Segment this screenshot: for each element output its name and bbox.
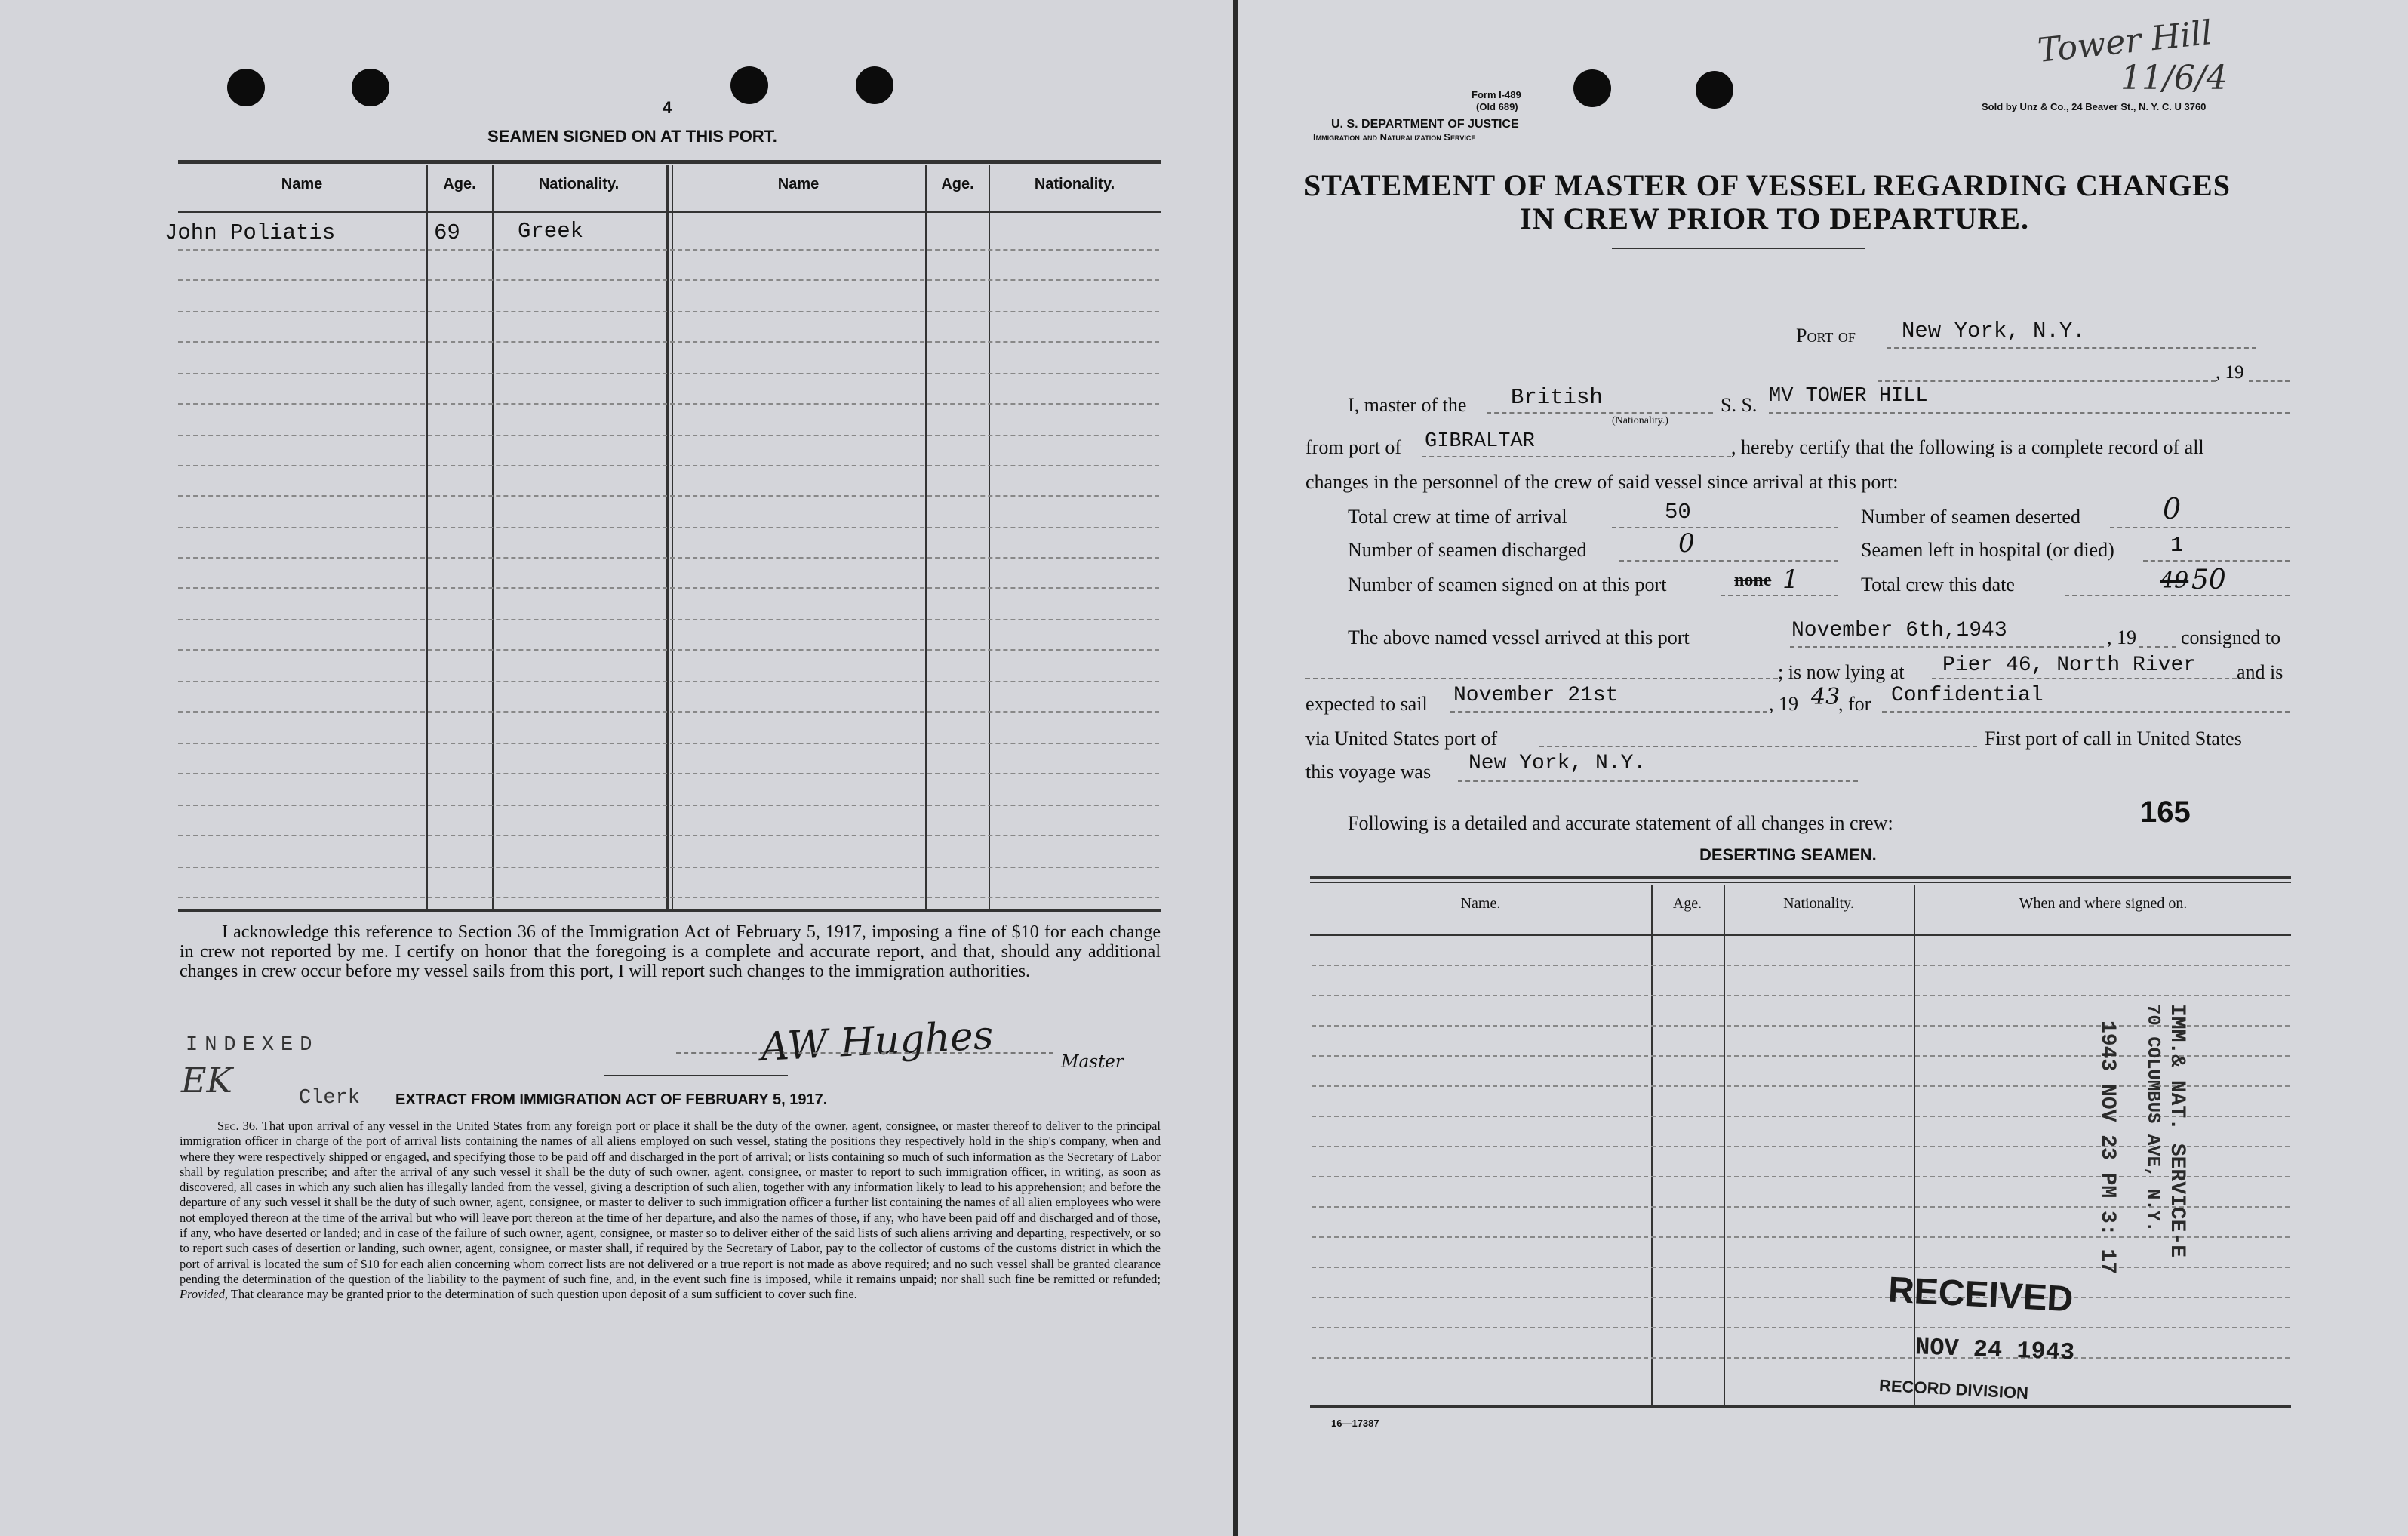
service-stamp-line1: IMM.& NAT. SERVICE-E bbox=[2165, 1004, 2188, 1258]
col-divider-double bbox=[672, 165, 673, 909]
clerk-label: Clerk bbox=[299, 1087, 361, 1110]
stat-line bbox=[1619, 560, 1838, 562]
via-line bbox=[1539, 746, 1977, 747]
page-number: 4 bbox=[663, 98, 672, 117]
service-stamp-date: 1943 NOV 23 PM 3: 17 bbox=[2096, 1020, 2119, 1275]
arrived-value: November 6th,1943 bbox=[1791, 619, 2007, 642]
for-label: , for bbox=[1838, 693, 1871, 715]
received-date: NOV 24 1943 bbox=[1914, 1333, 2075, 1367]
column-header: Name. bbox=[1460, 895, 1501, 912]
following-text: Following is a detailed and accurate statement of all changes in crew: bbox=[1348, 812, 1893, 834]
col-divider bbox=[925, 165, 927, 909]
row-nationality: Greek bbox=[518, 219, 584, 244]
port-line bbox=[1887, 347, 2256, 349]
nationality-value: British bbox=[1511, 385, 1603, 410]
for-value: Confidential bbox=[1891, 684, 2044, 707]
row-name: John Poliatis bbox=[165, 220, 336, 245]
clerk-initials: EK bbox=[181, 1060, 232, 1100]
port-value: New York, N.Y. bbox=[1902, 319, 2086, 343]
ss-label: S. S. bbox=[1721, 394, 1758, 416]
table-bottom-border bbox=[178, 909, 1161, 912]
from-port-label: from port of bbox=[1305, 436, 1402, 458]
col-divider-double bbox=[666, 165, 669, 909]
deserting-header-rule bbox=[1310, 934, 2291, 936]
table-top-border bbox=[178, 160, 1161, 164]
punch-hole bbox=[1573, 69, 1611, 107]
section-title: SEAMEN SIGNED ON AT THIS PORT. bbox=[487, 127, 777, 146]
and-is: and is bbox=[2237, 661, 2283, 683]
service: Immigration and Naturalization Service bbox=[1313, 131, 1476, 143]
arrived-19: , 19 bbox=[2107, 626, 2136, 648]
arrived-label: The above named vessel arrived at this port bbox=[1348, 626, 1690, 648]
col-divider bbox=[989, 165, 990, 909]
date-line bbox=[1878, 380, 2216, 382]
column-header: Nationality. bbox=[1783, 895, 1854, 912]
master-signature: AW Hughes bbox=[759, 1012, 995, 1071]
nationality-caption: (Nationality.) bbox=[1612, 415, 1668, 426]
stat-line bbox=[1612, 527, 1838, 528]
form-old: (Old 689) bbox=[1476, 101, 1518, 112]
sec36-provided-text: That clearance may be granted prior to the determination of such question upon deposit of a sum sufficient to cover such fine. bbox=[230, 1287, 857, 1302]
ship-name: MV TOWER HILL bbox=[1769, 385, 1928, 408]
nationality-line bbox=[1487, 412, 1713, 414]
expected-19: , 19 bbox=[1769, 693, 1798, 715]
handwritten-number: 165 bbox=[2140, 796, 2191, 829]
column-header: Age. bbox=[443, 176, 476, 192]
via-label: via United States port of bbox=[1305, 728, 1498, 750]
form-title-line1: STATEMENT OF MASTER OF VESSEL REGARDING CHANGES bbox=[1304, 168, 2231, 202]
extract-rule bbox=[604, 1075, 788, 1076]
deserting-title: DESERTING SEAMEN. bbox=[1699, 845, 1877, 864]
port-label: Port of bbox=[1796, 325, 1856, 346]
row-age: 69 bbox=[434, 220, 460, 245]
footer-code: 16—17387 bbox=[1331, 1417, 1379, 1429]
signed-on-value: 1 bbox=[1782, 565, 1799, 595]
service-stamp-line2: 70 COLUMBUS AVE, N.Y. bbox=[2142, 1004, 2163, 1233]
expected-year: 43 bbox=[1811, 684, 1841, 710]
first-port-label: First port of call in United States bbox=[1985, 728, 2242, 750]
year-line bbox=[2249, 380, 2290, 382]
signed-on-label: Number of seamen signed on at this port bbox=[1348, 574, 1667, 596]
sec36-provided-label: Provided, bbox=[180, 1287, 228, 1302]
acknowledgment-text: I acknowledge this reference to Section 36 of the Immigration Act of February 5, 1917, imposing a fine of $10 for each change in crew not reported by me. I certify on honor that the foregoing is a complete and accurate report, and that, should any additional changes in crew occur before my vessel sails from this port, I will report such changes to the immigration authorities. bbox=[180, 922, 1161, 981]
column-header: Name bbox=[281, 176, 323, 192]
title-underline bbox=[1612, 248, 1865, 249]
deserted-label: Number of seamen deserted bbox=[1861, 506, 2080, 528]
voyage-value: New York, N.Y. bbox=[1468, 752, 1647, 775]
col-divider bbox=[426, 165, 428, 909]
voyage-label: this voyage was bbox=[1305, 761, 1432, 783]
column-header: Age. bbox=[1672, 895, 1702, 912]
extract-title: EXTRACT FROM IMMIGRATION ACT OF FEBRUARY 5, 1917. bbox=[395, 1091, 828, 1108]
hospital-label: Seamen left in hospital (or died) bbox=[1861, 539, 2114, 561]
consigned-to: consigned to bbox=[2181, 626, 2281, 648]
for-line bbox=[1882, 711, 2290, 713]
certify-text: , hereby certify that the following is a complete record of all bbox=[1731, 436, 2204, 458]
master-label: Master bbox=[1061, 1052, 1124, 1072]
lying-value: Pier 46, North River bbox=[1942, 654, 2197, 677]
deserting-top-border2 bbox=[1310, 882, 2291, 883]
arrived-line bbox=[1790, 646, 2104, 648]
arrived-year-line bbox=[2139, 646, 2176, 648]
from-port-value: GIBRALTAR bbox=[1425, 430, 1535, 453]
department: U. S. DEPARTMENT OF JUSTICE bbox=[1331, 118, 1519, 131]
punch-hole bbox=[856, 66, 893, 104]
punch-hole bbox=[1696, 71, 1733, 109]
sec36-body: That upon arrival of any vessel in the United States from any foreign port or place it shall be the duty of the owner, agent, consignee, or master thereof to deliver to the principal immigration officer in charge of the port of arrival lists containing the names of all aliens employed on such vessel, stating the positions they respectively hold in the ship's company, when and where they were respectively shipped or engaged, and specifying those to be paid off and discharged in the port of arrival; or lists containing so much of such information as the Secretary of Labor shall by regulation prescribe; and after the arrival of any such vessel it shall be the duty of such owner, agent, consignee, or master to report to such immigration officer, in writing, as soon as discovered, all cases in which any such alien has illegally landed from the vessel, giving a description of such alien, together with any information likely to lead to his apprehension; and before the departure of any such vessel it shall be the duty of such owner, agent, consignee, or master to deliver to such immigration officer a further list containing the names of all alien employees who were not employed thereon at the time of the arrival but who will leave port thereon at the time of her departure, and also the names of those, if any, who have been paid off and discharged and of those, if any, who have deserted or landed; and in case of the failure of such owner, agent, consignee, or master so to deliver either of the said lists of such aliens arriving and departing, respectively, or so to report such cases of desertion or landing, such owner, agent, consignee, or master shall, if required by the Secretary of Labor, pay to the collector of customs of the customs district in which the port of arrival is located the sum of $10 for each alien concerning whom correct lists are not delivered or a true report is not made as above required; and no such vessel shall be granted clearance pending the determination of the question of the liability to the payment of such fine, and, in the event such fine is imposed, while it remains unpaid; nor shall such fine be remitted or refunded; bbox=[180, 1119, 1161, 1286]
deserted-value: 0 bbox=[2163, 492, 2182, 525]
lying-label: ; is now lying at bbox=[1778, 661, 1905, 683]
handwritten-vessel-name: Tower Hill bbox=[2035, 14, 2214, 70]
printer-note: Sold by Unz & Co., 24 Beaver St., N. Y. C. U 3760 bbox=[1982, 101, 2207, 112]
form-title-line2: IN CREW PRIOR TO DEPARTURE. bbox=[1520, 202, 2029, 235]
hospital-value: 1 bbox=[2170, 533, 2184, 558]
consignee-line bbox=[1305, 678, 1778, 679]
punch-hole bbox=[352, 69, 389, 106]
total-crew-arrival-value: 50 bbox=[1665, 500, 1691, 525]
col-divider bbox=[492, 165, 494, 909]
punch-hole bbox=[730, 66, 768, 104]
deserting-top-border bbox=[1310, 876, 2291, 879]
sec36-label: Sec. 36. bbox=[217, 1119, 259, 1133]
from-port-line bbox=[1422, 456, 1731, 457]
column-header: Nationality. bbox=[538, 176, 620, 192]
indexed-stamp: INDEXED bbox=[186, 1034, 319, 1057]
lying-line bbox=[1932, 678, 2237, 679]
form-number: Form I-489 bbox=[1472, 89, 1521, 100]
total-crew-date-label: Total crew this date bbox=[1861, 574, 2015, 596]
total-crew-date-struck: 49 bbox=[2160, 568, 2189, 594]
signed-on-struck: none bbox=[1734, 571, 1772, 590]
received-stamp: RECEIVED bbox=[1887, 1270, 2074, 1320]
record-division: RECORD DIVISION bbox=[1878, 1375, 2029, 1403]
stat-line bbox=[2143, 560, 2290, 562]
header-rule bbox=[178, 211, 1161, 213]
column-header: Name bbox=[777, 176, 820, 192]
total-crew-arrival-label: Total crew at time of arrival bbox=[1348, 506, 1567, 528]
changes-text: changes in the personnel of the crew of said vessel since arrival at this port: bbox=[1305, 471, 1899, 493]
expected-value: November 21st bbox=[1453, 684, 1619, 707]
deserting-bottom-border bbox=[1310, 1405, 2291, 1408]
column-header: When and where signed on. bbox=[2019, 895, 2188, 912]
section-36-text bbox=[180, 1119, 1161, 1303]
ship-line bbox=[1769, 412, 2290, 414]
punch-hole bbox=[227, 69, 265, 106]
discharged-value: 0 bbox=[1678, 528, 1695, 559]
expected-line bbox=[1450, 711, 1767, 713]
stat-line bbox=[2065, 595, 2290, 596]
expected-label: expected to sail bbox=[1305, 693, 1428, 715]
column-header: Nationality. bbox=[1034, 176, 1115, 192]
column-header: Age. bbox=[941, 176, 974, 192]
handwritten-date: 11/6/4 bbox=[2120, 59, 2228, 97]
total-crew-date-value: 50 bbox=[2191, 565, 2226, 596]
stat-line bbox=[1721, 595, 1838, 596]
voyage-line bbox=[1458, 780, 1858, 782]
signature-line bbox=[676, 1052, 1053, 1054]
stat-line bbox=[2110, 527, 2290, 528]
year-prefix: , 19 bbox=[2216, 362, 2244, 383]
discharged-label: Number of seamen discharged bbox=[1348, 539, 1587, 561]
master-of-label: I, master of the bbox=[1348, 394, 1467, 416]
